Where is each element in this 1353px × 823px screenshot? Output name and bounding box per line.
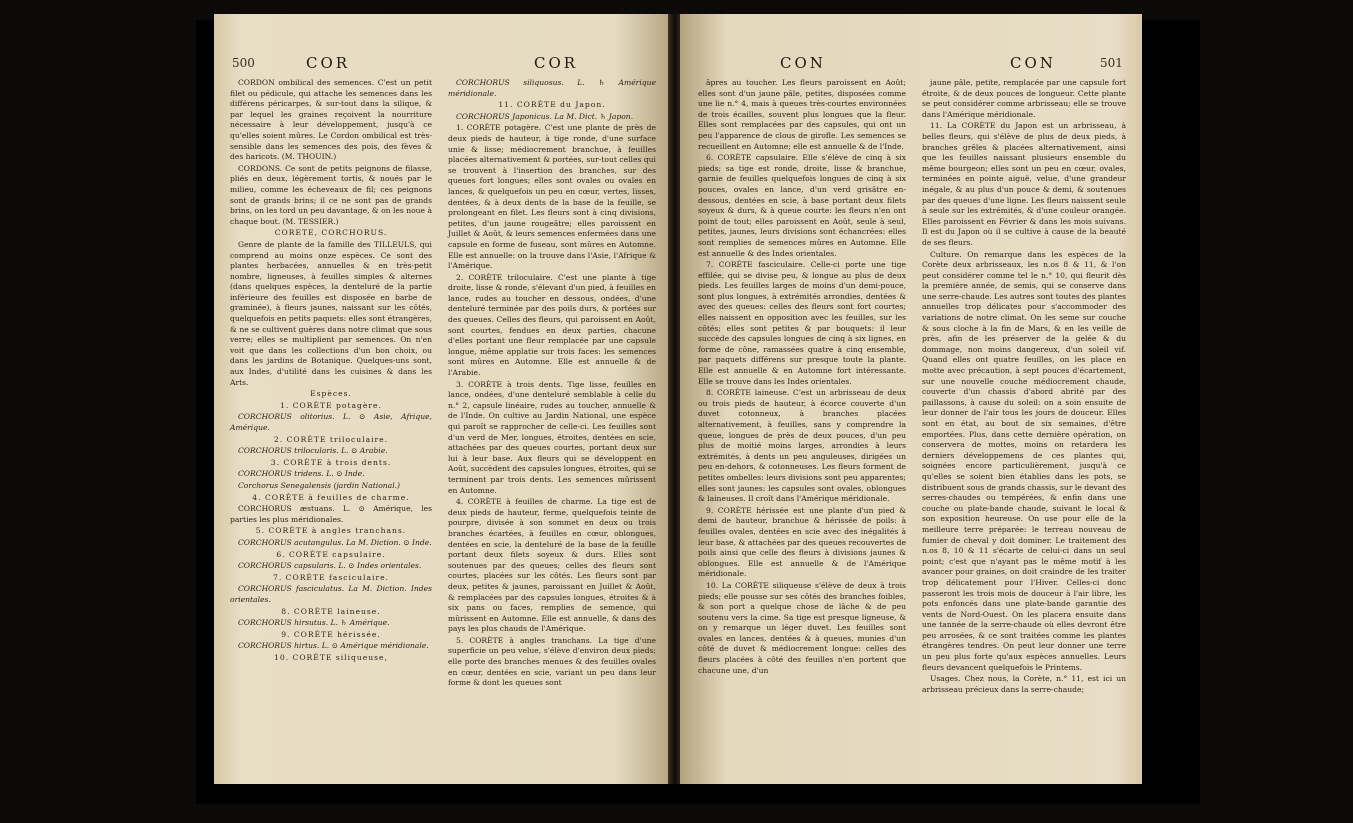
left-page-number: 500 [232, 56, 255, 70]
left-running-head-1: COR [306, 54, 351, 72]
right-running-head-2: CON [1010, 54, 1056, 72]
paragraph: Culture. On remarque dans les espèces de la Corète deux arbrisseaux, les n.os 8 & 11, & l'on peut considérer comme tel le n.° 10, qui fleurit dès la première année, de semis, qui se conserve dans une serre-chaude. Les autres sont toutes des plantes annuelles trop délicates pour s'accommoder des variations de notre climat. On les seme sur couche & sous cloche à la fin de Mars, & en les veille de près, afin de les préserver de la gelée & du dommage, non moins dangereux, d'un soleil vif. Quand elles ont quatre feuilles, on les place en motte avec précaution, à sept pouces d'écartement, sur une nouvelle couche médiocrement chaude, couverte d'un chassis d'abord abrité par des paillassons, à cause du soleil: on a soin ensuite de leur donner de l'air tous les jours de douceur. Elles sont en état, au bout de six semaines, d'être emportées. Plus, dans cette dernière opération, on conservera de mottes, moins on retardera les derniers développemens de ces plantes qui, soignées encore particulièrement, jusqu'à ce qu'elles se soient bien établies dans les pots, se distribuent sous de grands chassis, sur le devant des serres-chaudes ou tempérées, & enfin dans une couche ou plate-bande chaude, suivant le local & son exposition heureuse. On use pour elle de la meilleure terre préparée: le terreau nouveau de fumier de cheval y doit dominer. Le traitement des n.os 8, 10 & 11 s'écarte de celui-ci dans un seul point; c'est que n'ayant pas le même motif à les avancer pour graines, on doit craindre de les traiter trop délicatement pour l'Hiver. Celles-ci donc passeront les trois mois de douceur à l'air libre, les pots enfoncés dans une plate-bande garantie des vents de Nord-Ouest. On les placera ensuite dans une tannée de la serre-chaude où elles devront être peu arrosées, & ce sont traitées comme les plantes étrangères tendres. On peut leur donner une terre un peu plus forte qu'aux espèces annuelles. Leurs fleurs devancent quelquefois le Printems. [922, 249, 1126, 672]
paragraph: 7. CORÈTE fasciculaire. Celle-ci porte une tige effilée, qui se divise peu, & longue au plus de deux pieds. Les feuilles larges de moins d'un demi-pouce, sont plus longues, à extrémités arrondies, dentées & avec des queues: celles des fleurs sont fort courtes; elles naissent en opposition avec les feuilles, sur les côtés; elles sont petites & par bouquets: il leur succède des capsules longues de cinq à six lignes, en forme de cône, ramassées quatre à cinq ensemble, par paquets différens sur presque toute la plante. Elle est annuelle & en Automne fort intéressante. Elle se trouve dans les Indes orientales. [698, 260, 906, 386]
paragraph: CORCHORUS capsularis. L. ⊙ Indes orientales. [238, 561, 422, 571]
paragraph: CORCHORUS Japonicus. La M. Dict. ♄ Japon. [456, 111, 634, 121]
right-column-2 [922, 78, 1126, 696]
paragraph: CORCHORUS æstuans. L. ⊙ Amérique, les parties les plus méridionales. [230, 504, 432, 524]
paragraph: 4. CORÈTE à feuilles de charme. La tige est de deux pieds de hauteur, ferme, quelquefois teinte de pourpre, divisée à son sommet en deux ou trois branches écartées, à feuilles en cœur, oblongues, dentées en scie, la denteluré de la base de la feuille portant deux filets soyeux & durs. Elles sont soutenues par des queues; celles des fleurs sont courtes, placées sur les côtés. Les fleurs sont par deux, petites & jaunes, paroissant en Juillet & Août, & remplacées par des capsules longues, étroites & à six pans ou faces, remplies de semence, qui mûrissent en Automne. Elle est annuelle, & dans des pays les plus chauds de l'Amérique. [448, 497, 656, 634]
paragraph: 9. CORÈTE hérissée. [281, 629, 381, 639]
paragraph: CORDONS. Ce sont de petits peignons de filasse, pliés en deux, légèrement tortis, & noués par le milieu, comme les écheveaux de fil; ces peignons sont de grands brins; il ce ne sont pas de grands brins, on les tord un peu davantage, & on les noue à chaque bout. (M. TESSIER.) [230, 163, 432, 226]
paragraph: âpres au toucher. Les fleurs paroissent en Août; elles sont d'un jaune pâle, petites, disposées comme une lie n.° 4, mais à queues très-courtes environnées de trois écailles, souvent plus longues que la fleur. Elles sont remplacées par des capsules, qui ont un peu l'apparence de clous de girofle. Les semences se recueillent en Automne; elle est annuelle & de l'Inde. [698, 78, 906, 151]
paragraph: CORCHORUS fasciculatus. La M. Diction. Indes orientales. [230, 584, 432, 604]
paragraph: 2. CORÈTE triloculaire. [273, 434, 389, 444]
left-column-1 [230, 78, 432, 664]
paragraph: 5. CORÈTE à angles tranchans. La tige d'une superficie un peu velue, s'élève d'environ deux pieds; elle porte des branches menues & des feuilles ovales en cœur, dentées en scie, variant un peu dans leur forme & dont les queues sont [448, 635, 656, 688]
paragraph: 5. CORÈTE à angles tranchans. [255, 526, 407, 536]
paragraph: CORCHORUS siliquosus. L. ♄ Amérique méridionale. [448, 78, 656, 98]
paragraph: 1. CORÈTE potagère. [280, 400, 382, 410]
paragraph: CORCHORUS hirsutus. L. ♄ Amérique. [238, 618, 390, 628]
paragraph: CORCHORUS olitorius. L. ⊙ Asie, Afrique, Amérique. [230, 412, 432, 432]
paragraph: 8. CORÈTE laineuse. [281, 606, 381, 616]
paragraph: CORCHORUS hirtus. L. ⊙ Amérique méridionale. [238, 641, 429, 651]
paragraph: 6. CORÈTE capsulaire. Elle s'élève de cinq à six pieds; sa tige est ronde, droite, lisse & branchue, garnie de feuilles quelquefois longues de cinq à six pouces, ovales en lance, d'un verd grisâtre en-dessous, dentées en scie, à base portant deux filets soyeux & durs, & à queue courte: les fleurs n'en ont point de tout; elles paroissent en Août, seule à seul, petites, jaunes, leurs divisions sont échancrées: elles sont remplies de semences mûres en Automne. Elle est annuelle & des Indes orientales. [698, 153, 906, 258]
paragraph: 11. La CORÈTE du Japon est un arbrisseau, à belles fleurs, qui s'élève de plus de deux pieds, à branches grêles & placées alternativement, ainsi que les feuilles naissant plusieurs ensemble du même bourgeon; elles sont un peu en cœur, ovales, terminées en pointe aiguë, velue, d'une grandeur inégale, & au plus d'un pouce & demi, & soutenues par des queues d'une ligne. Les fleurs naissent seule à seule sur les extrémités, & d'une couleur orangée. Elles paroissent en Février & dans les mois suivans. Il est du Japon où il se cultive à cause de la beauté de ses fleurs. [922, 121, 1126, 247]
paragraph: CORCHORUS trilocularis. L. ⊙ Arabie. [238, 446, 388, 456]
paragraph: Espèces. [310, 389, 352, 399]
left-page [214, 14, 670, 784]
paragraph: 1. CORÈTE potagère. C'est une plante de près de deux pieds de hauteur, à tige ronde, d'une surface unie & lisse; médiocrement branchue, à feuilles placées alternativement & portées, sur-tout celles qui se trouvent à l'insertion des branches, sur des queues fort longues; elles sont ovales ou ovales en lances, & quelquefois un peu en cœur, vertes, lisses, dentées, & à deux dents de la base de la feuille, se prolongeant en filet. Les fleurs sont à cinq divisions, petites, d'un jaune rougeâtre; elles paroissent en Juillet & Août, & leurs semences enfermées dans une capsule en forme de fuseau, sont mûres en Automne. Elle est annuelle: on la trouve dans l'Asie, l'Afrique & l'Amérique. [448, 123, 656, 271]
paragraph: 8. CORÈTE laineuse. C'est un arbrisseau de deux ou trois pieds de hauteur, à écorce couverte d'un duvet cotonneux, à branches placées alternativement, à feuilles, sans y comprendre la queue, longues de près de deux pouces, d'un peu plus de moitié moins larges, arrondies à leurs extrémités, à dents un peu anguleuses, dirigées un peu en-dehors, & cotonneuses. Les fleurs forment de petites ombelles: leurs divisions sont peu apparentes; elles sont jaunes: les capsules sont ovales, oblongues & laineuses. Il croît dans l'Amérique méridionale. [698, 388, 906, 504]
right-page [680, 14, 1142, 784]
right-page-number: 501 [1100, 56, 1123, 70]
paragraph: 3. CORÈTE à trois dents. Tige lisse, feuilles en lance, ondées, d'une denteluré semblable à celle du n.° 2, capsule linéaire, rudes au toucher, annuelle & de l'Inde. On cultive au Jardin National, une espèce qui paroît se rapprocher de celle-ci. Les feuilles sont d'un verd de Mer, longues, étroites, dentées en scie, attachées par des queues courtes, portant deux sur lui à leur base. Aux fleurs qui se développent en Août, succèdent des capsules longues, étroites, qui se terminent par trois dents. Les semences mûrissent en Automne. [448, 379, 656, 495]
paragraph: 4. CORÈTE à feuilles de charme. [252, 492, 410, 502]
paragraph: CORETE, CORCHORUS. [274, 228, 388, 238]
paragraph: jaune pâle, petite, remplacée par une capsule fort étroite, & de deux pouces de longueur. Cette plante se peut considérer comme arbrisseau; elle se trouve dans l'Amérique méridionale. [922, 78, 1126, 119]
paragraph: CORCHORUS acutangulus. La M. Diction. ⊙ Inde. [238, 537, 432, 547]
paragraph: Corchorus Senegalensis (jardin National.) [238, 480, 400, 490]
paragraph: CORCHORUS tridens. L. ⊙ Inde. [238, 469, 365, 479]
left-column-2 [448, 78, 656, 690]
paragraph: 6. CORÈTE capsulaire. [276, 549, 386, 559]
paragraph: 3. CORÈTE à trois dents. [270, 457, 392, 467]
paragraph: 9. CORÈTE hérissée est une plante d'un pied & demi de hauteur, branchue & hérissée de poils: à feuilles ovales, dentées en scie avec des inégalités à leur base, & attachées par des queues recouvertes de poils ainsi que celle des fleurs à divisions jaunes & oblongues. Elle est annuelle & de l'Amérique méridionale. [698, 505, 906, 579]
paragraph: 2. CORÈTE triloculaire. C'est une plante à tige droite, lisse & ronde, s'élevant d'un pied, à feuilles en lance, rudes au toucher en dessous, ondées, d'une denteluré terminée par des poils durs, & portées sur des queues. Celles des fleurs, qui paroissent en Août, sont courtes, fendues en deux parties, chacune d'elles portant une fleur remplacée par une capsule longue, même applatie sur trois faces: les semences sont mûres en Automne. Elle est annuelle & de l'Arabie. [448, 272, 656, 378]
paragraph: Usages. Chez nous, la Corète, n.° 11, est ici un arbrisseau précieux dans la serre-chaude; [922, 674, 1126, 694]
paragraph: Genre de plante de la famille des TILLEULS, qui comprend au moins onze espèces. Ce sont des plantes herbacées, annuelles & en très-petit nombre, ligneuses, à feuilles simples & alternes (dans quelques espèces, la denteluré de la partie inférieure des feuilles est disposée en barbe de graminée), à fleurs jaunes, naissant sur les côtés, quelquefois en petits paquets: elles sont étrangères, & ne se cultivent guères dans notre climat que sous verre; elles se multiplient par semences. On n'en voit que dans les collections d'un bon choix, ou dans les jardins de Botanique. Quelques-uns sont, aux Indes, d'utilité dans les cuisines & dans les Arts. [230, 239, 432, 387]
right-column-1 [698, 78, 906, 677]
paragraph: 10. La CORÈTE siliqueuse s'élève de deux à trois pieds; elle pousse sur ses côtés des branches foibles, & son port a quelque chose de lâche & de peu soutenu vers la cime. Sa tige est presque ligneuse, & on y remarque un léger duvet. Les feuilles sont ovales en lances, dentées & à queues, munies d'un côté de duvet & médiocrement longue: celles des fleurs placées à côté des feuilles n'en portent que chacune une, d'un [698, 580, 906, 675]
paragraph: 10. CORÈTE siliqueuse, [274, 652, 388, 662]
paragraph: CORDON ombilical des semences. C'est un petit filet ou pédicule, qui attache les semences dans les différens péricarpes, & sur-tout dans la silique, & par lequel les graines reçoivent la nourriture nécessaire à leur développement, jusqu'à ce qu'elles soient mûres. Le Cordon ombilical est très-sensible dans les semences des pois, des fèves & des haricots. (M. THOUIN.) [230, 78, 432, 162]
paragraph: 7. CORÈTE fasciculaire. [273, 572, 389, 582]
right-running-head-1: CON [780, 54, 826, 72]
left-running-head-2: COR [534, 54, 579, 72]
paragraph: 11. CORÈTE du Japon. [498, 100, 606, 110]
